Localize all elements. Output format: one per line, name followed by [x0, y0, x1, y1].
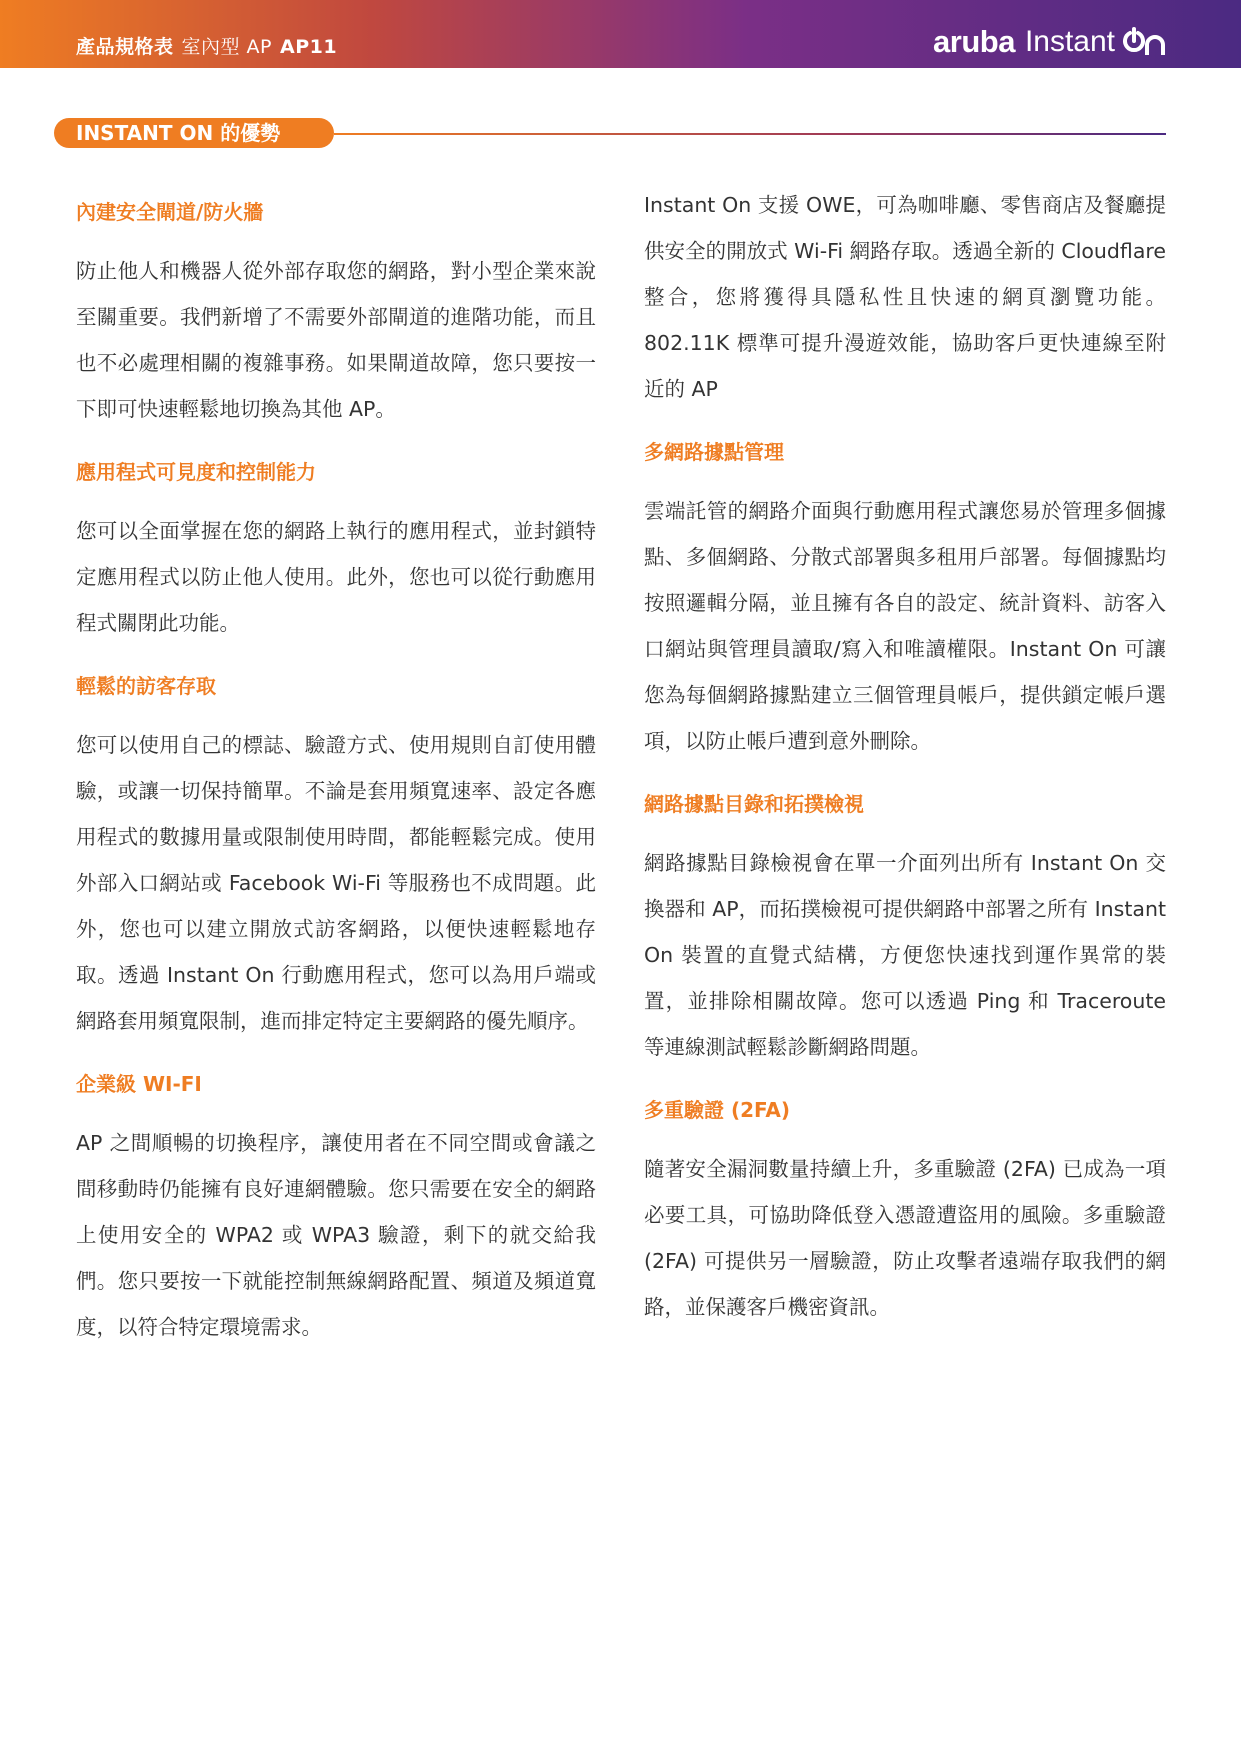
heading-guest-access: 輕鬆的訪客存取: [76, 674, 216, 698]
heading-enterprise-wifi: 企業級 WI-FI: [76, 1072, 202, 1096]
heading-multi-site: 多網路據點管理: [644, 440, 784, 464]
logo-instant-word: Instant: [1024, 25, 1115, 58]
body-inventory-topology: 網路據點目錄檢視會在單一介面列出所有 Instant On 交換器和 AP，而拓撲檢視可提供網路中部署之所有 Instant On 裝置的直覺式結構，方便您快速找到運作異常的裝置，並排除相關故障。您可以透過 Ping 和 Traceroute 等連線測試輕鬆診斷網路問題。: [644, 851, 1166, 1059]
model-name: AP11: [280, 36, 338, 58]
document-title: [76, 32, 337, 59]
body-owe-intro: Instant On 支援 OWE，可為咖啡廳、零售商店及餐廳提供安全的開放式 Wi-Fi 網路存取。透過全新的 Cloudflare 整合，您將獲得具隱私性且快速的網頁瀏覽功能。802.11K 標準可提升漫遊效能，協助客戶更快連線至附近的 AP: [644, 193, 1166, 401]
banner-divider: [334, 133, 1166, 135]
body-app-visibility: 您可以全面掌握在您的網路上執行的應用程式，並封鎖特定應用程式以防止他人使用。此外，您也可以從行動應用程式關閉此功能。: [76, 519, 596, 635]
heading-inventory-topology: 網路據點目錄和拓撲檢視: [644, 792, 864, 816]
body-enterprise-wifi: AP 之間順暢的切換程序，讓使用者在不同空間或會議之間移動時仍能擁有良好連網體驗。您只需要在安全的網路上使用安全的 WPA2 或 WPA3 驗證，剩下的就交給我們。您只要按一下就能控制無線網路配置、頻道及頻道寬度，以符合特定環境需求。: [76, 1131, 596, 1339]
doc-type: 產品規格表: [76, 36, 174, 58]
body-multi-site: 雲端託管的網路介面與行動應用程式讓您易於管理多個據點、多個網路、分散式部署與多租用戶部署。每個據點均按照邏輯分隔，並且擁有各自的設定、統計資料、訪客入口網站與管理員讀取/寫入和唯讀權限。Instant On 可讓您為每個網路據點建立三個管理員帳戶，提供鎖定帳戶選項，以防止帳戶遭到意外刪除。: [644, 499, 1166, 753]
body-secure-gateway: 防止他人和機器人從外部存取您的網路，對小型企業來說至關重要。我們新增了不需要外部閘道的進階功能，而且也不必處理相關的複雜事務。如果閘道故障，您只要按一下即可快速輕鬆地切換為其他 AP。: [76, 259, 596, 421]
heading-app-visibility: 應用程式可見度和控制能力: [76, 460, 316, 484]
power-on-logo-icon: [1121, 27, 1169, 57]
logo-brand: aruba: [933, 24, 1015, 59]
right-column: [644, 194, 1166, 1330]
section-banner: [54, 118, 1166, 150]
product-line: 室內型 AP: [181, 36, 273, 58]
header-bar: [0, 0, 1241, 68]
aruba-instant-on-logo: [933, 26, 1169, 58]
section-title: INSTANT ON 的優勢: [54, 118, 334, 148]
heading-secure-gateway: 內建安全閘道/防火牆: [76, 200, 264, 224]
body-guest-access: 您可以使用自己的標誌、驗證方式、使用規則自訂使用體驗，或讓一切保持簡單。不論是套用頻寬速率、設定各應用程式的數據用量或限制使用時間，都能輕鬆完成。使用外部入口網站或 Facebook Wi-Fi 等服務也不成問題。此外，您也可以建立開放式訪客網路，以便快速輕鬆地存取。透過 Instant On 行動應用程式，您可以為用戶端或網路套用頻寬限制，進而排定特定主要網路的優先順序。: [76, 733, 596, 1033]
body-2fa: 隨著安全漏洞數量持續上升，多重驗證 (2FA) 已成為一項必要工具，可協助降低登入憑證遭盜用的風險。多重驗證 (2FA) 可提供另一層驗證，防止攻擊者遠端存取我們的網路，並保護客戶機密資訊。: [644, 1157, 1166, 1319]
heading-2fa: 多重驗證 (2FA): [644, 1098, 791, 1122]
left-column: [76, 194, 596, 1350]
